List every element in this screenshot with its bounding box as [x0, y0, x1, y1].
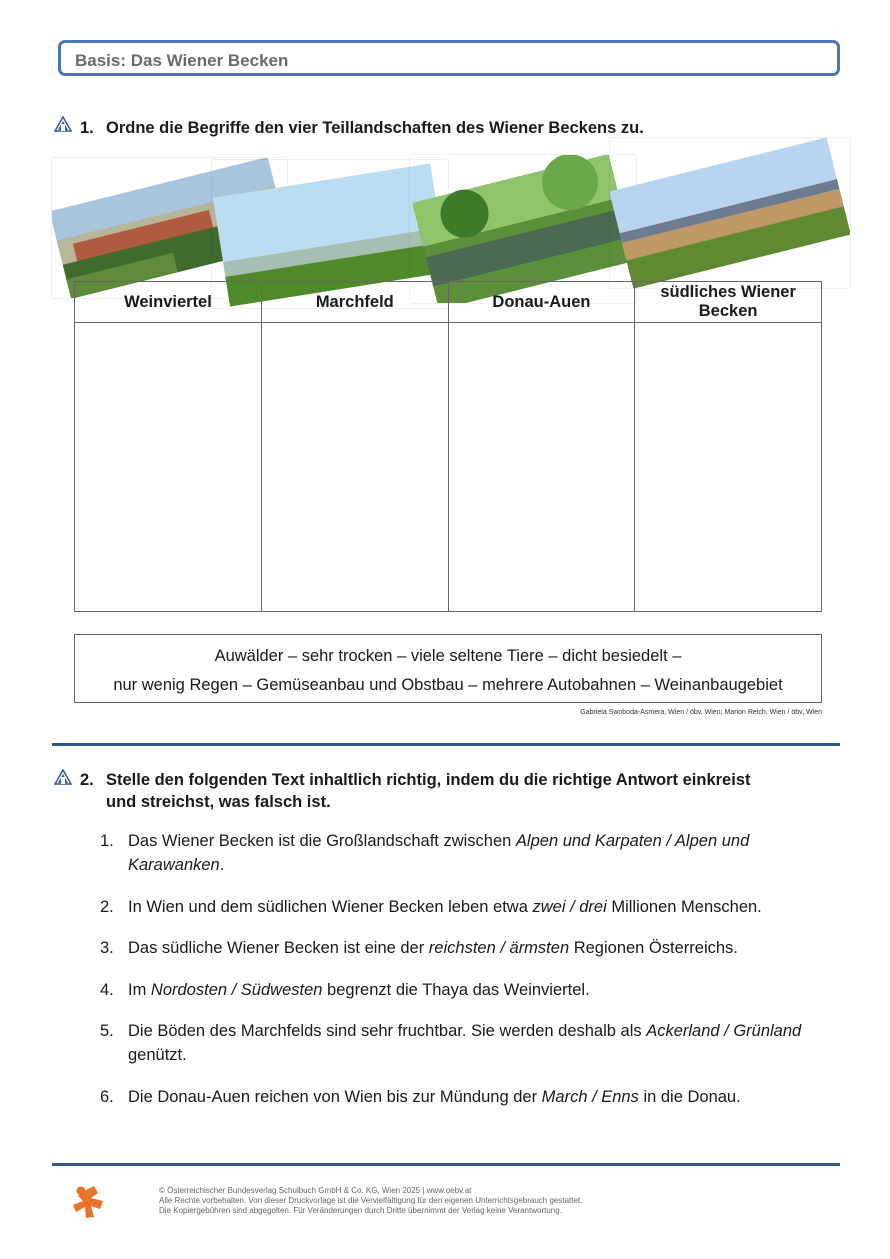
- statement-text: .: [219, 856, 225, 874]
- difficulty-icon: [54, 116, 72, 132]
- answer-cell-donau-auen[interactable]: [448, 323, 635, 612]
- photo-suedliches-wiener-becken: [610, 138, 850, 288]
- footer-divider: [52, 1163, 840, 1166]
- list-item-text: [128, 936, 828, 960]
- footer-line-1: © Österreichischer Bundesverlag Schulbuch GmbH & Co. KG, Wien 2025 | www.oebv.at: [159, 1186, 472, 1195]
- list-item-number: 2.: [100, 898, 114, 916]
- answer-cell-weinviertel[interactable]: [75, 323, 262, 612]
- list-item-text: [128, 1085, 828, 1109]
- column-header-suedliches-wiener-becken: südliches Wiener Becken: [635, 282, 822, 323]
- terms-box: [74, 634, 822, 703]
- statement-text: Millionen Menschen.: [606, 898, 762, 916]
- task1-title: Ordne die Begriffe den vier Teillandschaften des Wiener Beckens zu.: [106, 119, 644, 137]
- difficulty-icon: [54, 769, 72, 785]
- list-item-text: [128, 829, 828, 877]
- answer-choice[interactable]: Alpen und Karpaten / Alpen und Karawanken: [128, 832, 750, 874]
- sorting-table: [74, 281, 822, 612]
- task2-number: 2.: [80, 771, 94, 789]
- task2-title-line-2: und streichst, was falsch ist.: [106, 793, 331, 811]
- statement-text: Das südliche Wiener Becken ist eine der: [128, 939, 429, 957]
- terms-line-2: nur wenig Regen – Gemüseanbau und Obstbau – mehrere Autobahnen – Weinanbaugebiet: [113, 676, 783, 694]
- task1-number: 1.: [80, 119, 94, 137]
- answer-choice[interactable]: March / Enns: [541, 1088, 639, 1106]
- footer-line-3: Die Kopiergebühren sind abgegolten. Für Veränderungen durch Dritte übernimmt der Verlag keine Verantwortung.: [159, 1206, 562, 1215]
- statement-text: In Wien und dem südlichen Wiener Becken leben etwa: [128, 898, 533, 916]
- answer-choice[interactable]: zwei / drei: [532, 898, 607, 916]
- list-item-text: [128, 1019, 828, 1067]
- task2-title-line-1: Stelle den folgenden Text inhaltlich richtig, indem du die richtige Antwort einkreist: [106, 771, 751, 789]
- answer-choice[interactable]: Ackerland / Grünland: [646, 1022, 802, 1040]
- answer-choice[interactable]: Nordosten / Südwesten: [150, 981, 323, 999]
- list-item-number: 6.: [100, 1088, 114, 1106]
- answer-cell-marchfeld[interactable]: [261, 323, 448, 612]
- statement-text: Im: [128, 981, 151, 999]
- header-box: [58, 40, 840, 76]
- list-item-number: 4.: [100, 981, 114, 999]
- statement-text: Das Wiener Becken ist die Großlandschaft zwischen: [128, 832, 516, 850]
- column-header-donau-auen: Donau-Auen: [448, 282, 635, 323]
- list-item-number: 3.: [100, 939, 114, 957]
- list-item-number: 5.: [100, 1022, 114, 1040]
- page-title: Basis: Das Wiener Becken: [75, 51, 289, 70]
- column-header-weinviertel: Weinviertel: [75, 282, 262, 323]
- statement-text: begrenzt die Thaya das Weinviertel.: [322, 981, 590, 999]
- statement-text: in die Donau.: [638, 1088, 741, 1106]
- column-header-marchfeld: Marchfeld: [261, 282, 448, 323]
- terms-line-1: Auwälder – sehr trocken – viele seltene Tiere – dicht besiedelt –: [214, 647, 682, 665]
- answer-cell-suedliches-wiener-becken[interactable]: [635, 323, 822, 612]
- footer-line-2: Alle Rechte vorbehalten. Von dieser Druckvorlage ist die Vervielfältigung für den eigenen Unterrichtsgebrauch gestattet.: [159, 1196, 583, 1205]
- photo-credit: Gabriela Swoboda-Asmera, Wien / öbv, Wien; Marion Reich, Wien / öbv, Wien: [580, 709, 822, 716]
- list-item-text: [128, 895, 828, 919]
- footer-legal: [159, 1186, 582, 1216]
- statement-text: Regionen Österreichs.: [569, 939, 738, 957]
- answer-choice[interactable]: reichsten / ärmsten: [428, 939, 570, 957]
- statement-text: Die Donau-Auen reichen von Wien bis zur Mündung der: [128, 1088, 542, 1106]
- statement-text: genützt.: [128, 1046, 187, 1064]
- section-divider: [52, 743, 840, 746]
- list-item-text: [128, 978, 828, 1002]
- publisher-logo-icon: [72, 1184, 108, 1220]
- list-item-number: 1.: [100, 832, 114, 850]
- statement-text: Die Böden des Marchfelds sind sehr fruchtbar. Sie werden deshalb als: [128, 1022, 647, 1040]
